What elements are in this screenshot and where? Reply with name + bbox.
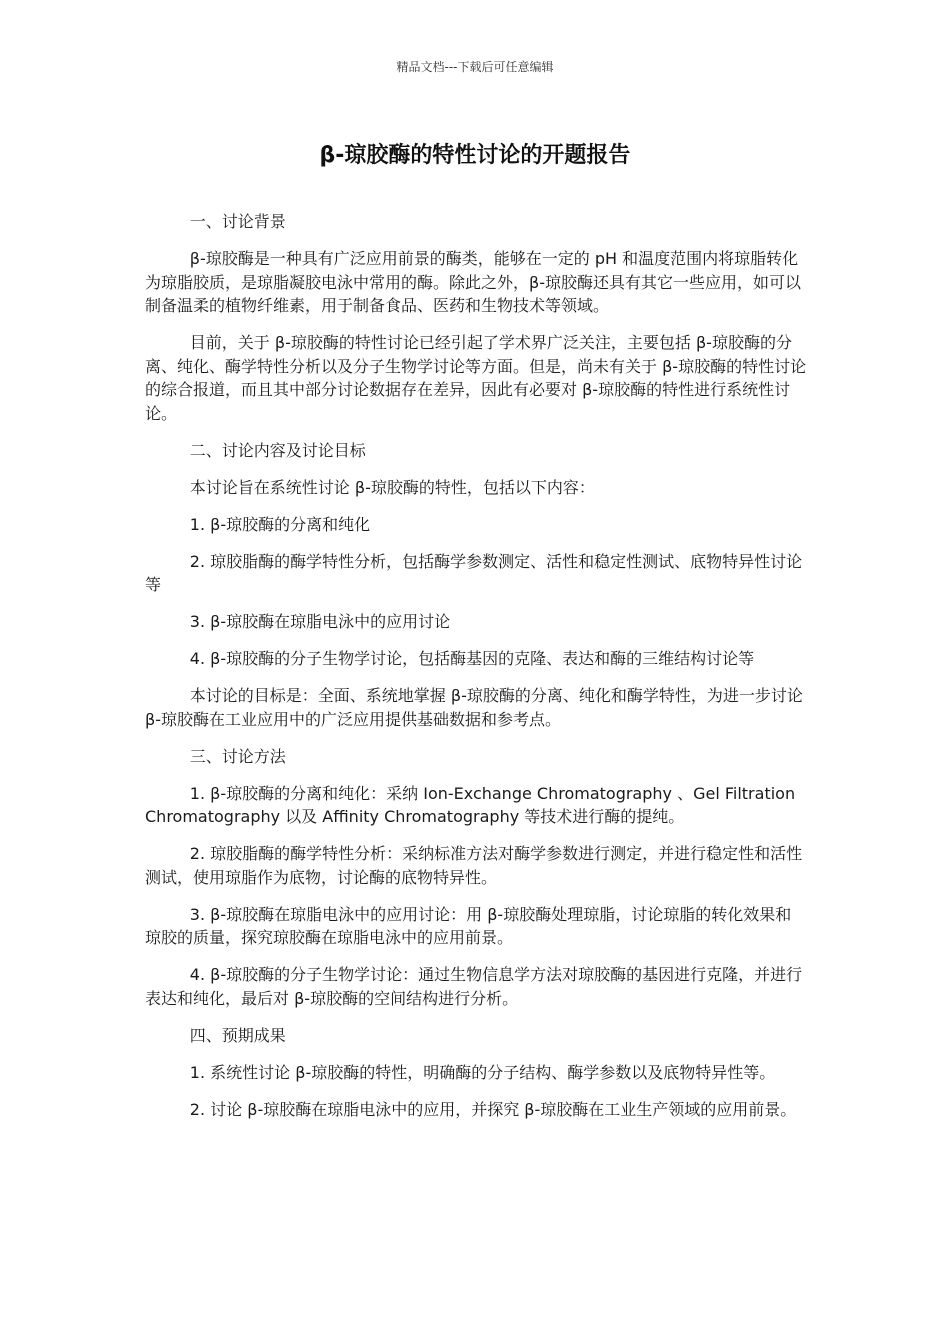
list-item: 4. β-琼胶酶的分子生物学讨论，包括酶基因的克隆、表达和酶的三维结构讨论等 (189, 649, 755, 668)
paragraph: 本讨论旨在系统性讨论 β-琼胶酶的特性，包括以下内容： (189, 477, 595, 497)
list-item: 3. β-琼胶酶在琼脂电泳中的应用讨论 (189, 612, 451, 631)
document-title: β-琼胶酶的特性讨论的开题报告 (319, 143, 631, 168)
section-heading-outcomes: 四、预期成果 (189, 1025, 286, 1045)
section-heading-background: 一、讨论背景 (189, 212, 286, 231)
paragraph: 目前，关于 β-琼胶酶的特性讨论已经引起了学术界广泛关注，主要包括 β-琼胶酶的分离、纯化、酶学特性分析以及分子生物学讨论等方面。但是，尚未有关于 β-琼胶酶的特性讨论的综合报道，而且其中部分讨论数据存在差异，因此有必要对 β-琼胶酶的特性进行系统性讨论。 (145, 333, 807, 423)
list-item: 1. β-琼胶酶的分离和纯化：采纳 Ion-Exchange Chromatography 、Gel Filtration Chromatography 以及 Affinity Chromatography 等技术进行酶的提纯。 (145, 783, 796, 826)
list-item: 3. β-琼胶酶在琼脂电泳中的应用讨论：用 β-琼胶酶处理琼脂，讨论琼脂的转化效果和琼胶的质量，探究琼胶酶在琼脂电泳中的应用前景。 (145, 904, 792, 947)
list-item: 2. 琼胶脂酶的酶学特性分析：采纳标准方法对酶学参数进行测定，并进行稳定性和活性测试，使用琼脂作为底物，讨论酶的底物特异性。 (145, 844, 803, 887)
paragraph: β-琼胶酶是一种具有广泛应用前景的酶类，能够在一定的 pH 和温度范围内将琼脂转化为琼脂胶质，是琼脂凝胶电泳中常用的酶。除此之外，β-琼胶酶还具有其它一些应用，如可以制备温柔的植物纤维素，用于制备食品、医药和生物技术等领域。 (145, 249, 801, 315)
list-item: 1. 系统性讨论 β-琼胶酶的特性，明确酶的分子结构、酶学参数以及底物特异性等。 (189, 1062, 776, 1082)
list-item: 4. β-琼胶酶的分子生物学讨论：通过生物信息学方法对琼胶酶的基因进行克隆，并进行表达和纯化，最后对 β-琼胶酶的空间结构进行分析。 (145, 965, 803, 1008)
document-body (145, 210, 807, 1135)
section-heading-content: 二、讨论内容及讨论目标 (189, 440, 366, 460)
list-item: 2. 琼胶脂酶的酶学特性分析，包括酶学参数测定、活性和稳定性测试、底物特异性讨论等 (145, 551, 803, 594)
paragraph: 本讨论的目标是：全面、系统地掌握 β-琼胶酶的分离、纯化和酶学特性，为进一步讨论 β-琼胶酶在工业应用中的广泛应用提供基础数据和参考点。 (145, 686, 803, 729)
header-note: 精品文档---下载后可任意编辑 (396, 60, 554, 74)
list-item: 1. β-琼胶酶的分离和纯化 (189, 514, 371, 534)
list-item: 2. 讨论 β-琼胶酶在琼脂电泳中的应用，并探究 β-琼胶酶在工业生产领域的应用前景。 (189, 1099, 797, 1119)
section-heading-methods: 三、讨论方法 (189, 746, 286, 766)
